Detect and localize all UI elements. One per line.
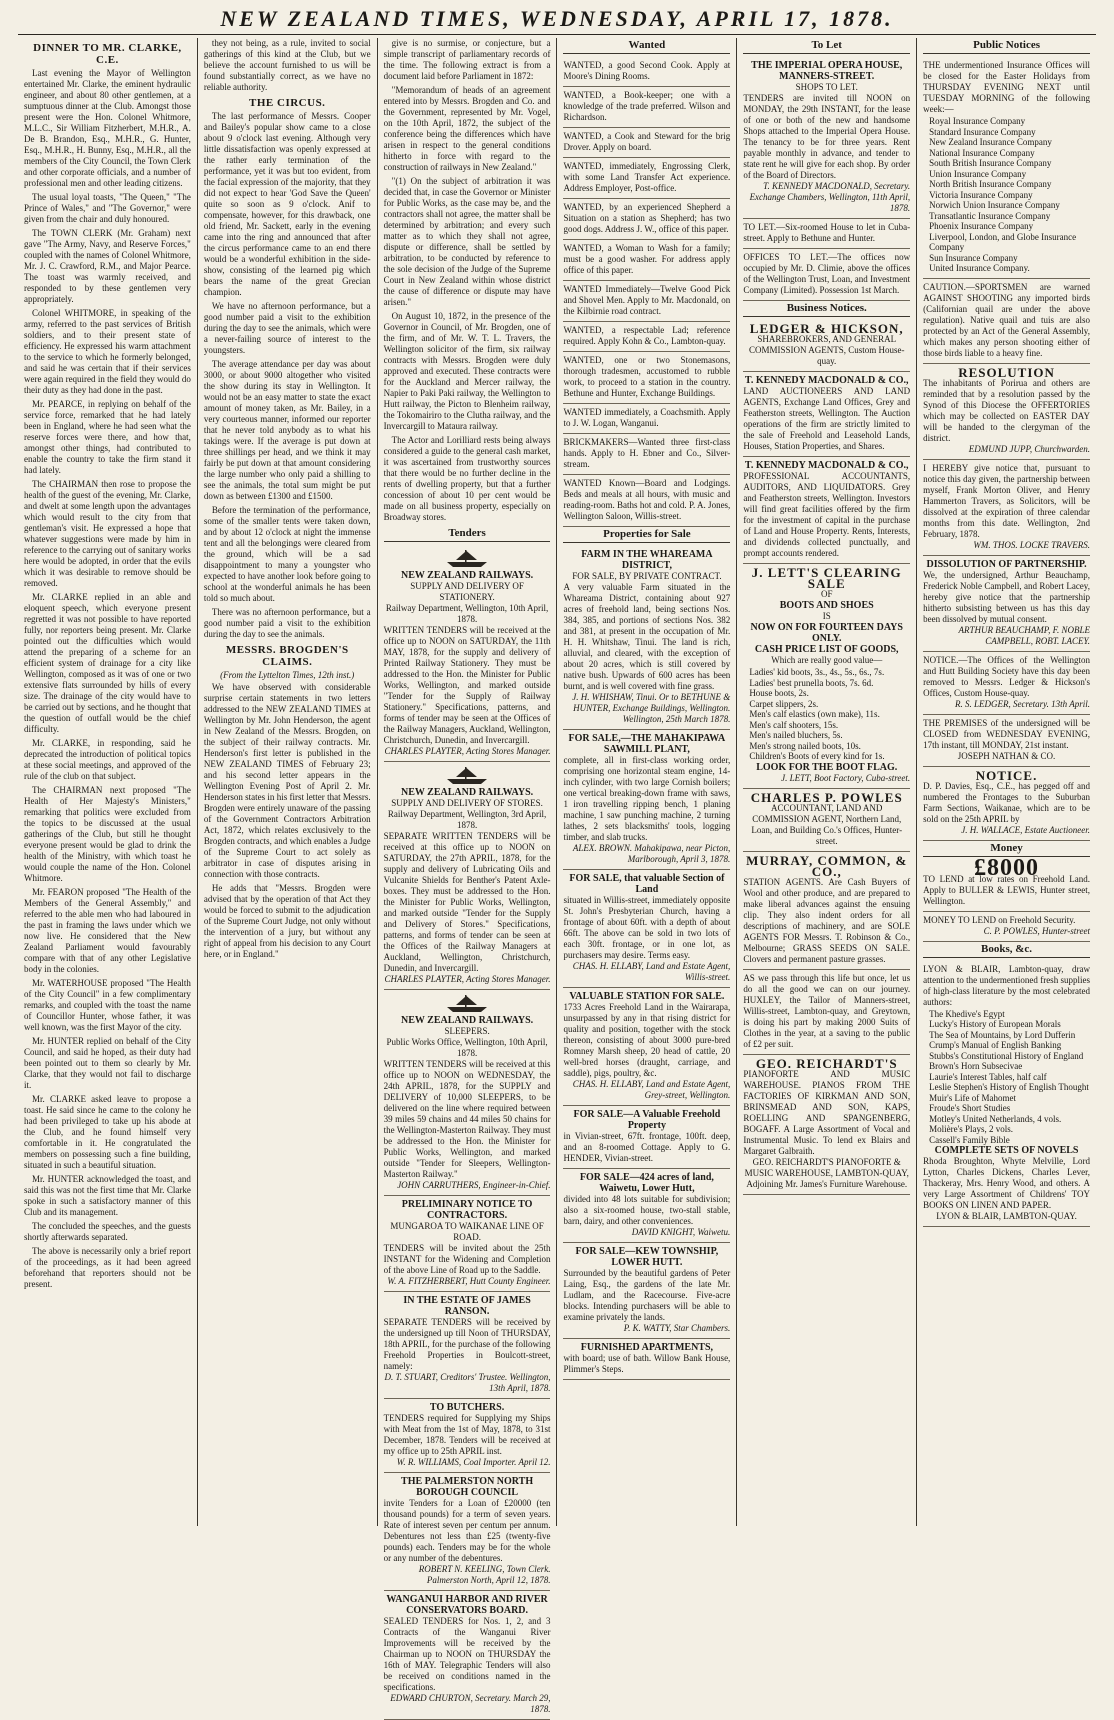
book-title: The Khedive's Egypt [929,1008,1005,1019]
ad-title: MURRAY, COMMON, & CO., [746,852,908,879]
ad-body: divided into 48 lots suitable for subdivision; also a six-roomed house, two-stall stable, barn, dairy, and other conveniences. [563,1194,731,1226]
section-head-tolet: To Let [743,38,910,54]
insurance-company: New Zealand Insurance Company [929,137,1052,147]
notice-body: THE undermentioned Insurance Offices will be closed for the Easter Holidays from THURSDAY EVENING NEXT until TUESDAY MORNING of the following week:— [923,60,1090,114]
notice-signature: EDMUND JUPP, Churchwarden. [968,443,1090,454]
ad-price-heading: CASH PRICE LIST OF GOODS, [754,644,899,655]
article-paragraph: We have no afternoon performance, but a good number paid a visit to the exhibition during the day to see the animals, which were a never-failing source of interest to the youngsters. [203,301,371,355]
wanted-ad-text: WANTED, by an experienced Shepherd a Situation on a station as Shepherd; has two good dogs. Address J. W., office of this paper. [563,202,731,234]
article-paragraph: Mr. CLARKE asked leave to propose a toast. He said since he came to the colony he had been privileged to take up his abode at the Club, and he found himself very comfortable in it. He congratulated the members on possessing such a fine building, situated in such a beautiful situation. [24,1094,191,1170]
section-head-wanted: Wanted [563,38,730,54]
tender-ranson [384,1292,551,1399]
tender-place: Railway Department, Wellington, 3rd April, 1878. [387,809,547,830]
masthead [0,0,1114,34]
insurance-company: South British Insurance Company [929,158,1052,168]
masthead-rule [18,34,1096,35]
ad-station [563,988,730,1106]
ad-money-lend [923,912,1090,942]
tender-signature: CHARLES PLAYTER, Acting Stores Manager. [384,974,551,984]
book-title: Leslie Stephen's History of English Thought [929,1082,1089,1092]
tender-body: TENDERS will be invited about the 25th INSTANT for the Widening and Completion of the above Line of Road up to the Saddle. [383,1243,551,1275]
ad-kennedy-land [743,372,910,457]
tender-subtitle: SLEEPERS. [444,1026,490,1036]
article-paragraph: Before the termination of the performance, some of the smaller tents were taken down, and by about 12 o'clock at night the immense tent and all the belongings were cleared from the ground, which will be a sad disappointment to many a youngster who expected to have another look before going to school at the wonderful animals he has been told so much about. [203,505,371,603]
notice-body: D. P. Davies, Esq., C.E., has pegged off and numbered the Frontages to the Suburban Farm Sections, Waikanae, which are to be sold on the 25th APRIL by [923,780,1090,824]
ad-signature: DAVID KNIGHT, Waiwetu. [631,1227,731,1237]
tender-butchers [384,1399,551,1473]
ad-title: VALUABLE STATION FOR SALE. [569,991,725,1002]
ad-body: situated in Willis-street, immediately opposite St. John's Presbyterian Church, having a frontage of about 60ft. with a depth of about 66ft. The above can be sold in two lots of each 30ft. frontage, or in one lot, as purchasers may desire. Terms easy. [563,895,731,960]
article-paragraph: The average attendance per day was about 3000, or about 9000 altogether who visited the show during its stay in Wellington. It would not be an easy matter to state the exact amount of money taken, as Mr. Bailey, in a very courteous manner, informed our reporter that he never told anybody as to what his takings were. If the average is put down at three shillings per head, and we think it may fairly be put down at that amount considering the large number who only paid a shilling to see the animals, the total sum might be put down as between £1300 and £1500. [203,359,371,501]
article-paragraph: Mr. CLARKE, in responding, said he deprecated the introduction of political topics at these social meetings, and approved of the rule of the club on that subject. [24,738,191,781]
ship-icon [445,765,489,785]
article-continuation: they not being, as a rule, invited to social gatherings of this kind at the Club, but we believe the account furnished to us will be found substantially correct, as we have no reliable authority. [203,38,371,92]
ship-icon [445,548,489,568]
book-title: Brown's Horn Subsecivae [929,1061,1023,1071]
wanted-ad [563,158,730,199]
insurance-company: Transatlantic Insurance Company [929,210,1051,221]
wanted-ad-text: WANTED, a Woman to Wash for a family; must be a good washer. For address apply office of this paper. [563,243,731,275]
ad-title: THE IMPERIAL OPERA HOUSE, MANNERS-STREET. [751,60,903,82]
ad-subtitle: BOOTS AND SHOES [779,600,874,611]
column-3 [377,38,557,1714]
book-title: Laurie's Interest Tables, half calf [929,1071,1047,1082]
ad-body: OFFICES TO LET.—The offices now occupied by Mr. D. Climie, above the offices of the Wellington Trust, Loan, and Investment Company (Limited). Possession 1st March. [743,252,911,295]
tender-signature: EDWARD CHURTON, Secretary. March 29, 1878. [390,1693,551,1714]
ad-price-subheading: Which are really good value— [771,655,883,665]
ad-lett-sale [743,564,910,789]
column-4 [556,38,736,1526]
ad-body: A very valuable Farm situated in the Whareama District, containing about 927 acres of freehold land, being sections Nos. 384, 385, and portions of sections Nos. 382 and 381, at present in the occupation of Mr. H. H. Whitshaw, Tinui. The land is rich, alluvial, and cleared, with the exception of about 20 acres, which is still covered by native bush. Upwards of 600 acres has been burnt, and is well covered with fine grass. [563,582,731,691]
article-paragraph: The TOWN CLERK (Mr. Graham) next gave "The Army, Navy, and Reserve Forces," coupled with the names of Colonel Whitmore, Mr. J. C. Crawford, R.M., and Major Pearce. The toast was warmly received, and responded to by these gentlemen very appropriately. [24,228,191,304]
notice-body: I HEREBY give notice that, pursuant to notice this day given, the partnership between myself, Frank Morton Oliver, and Henry Hammerton Travers, as Solicitors, will be dissolved at the expiration of three calendar months from this date. Wellington, 2nd February, 1878. [923,462,1090,539]
ad-body: PROFESSIONAL ACCOUNTANTS, AUDITORS, AND LIQUIDATORS. Grey and Featherston streets, Wellington. Investors will find great facilities offered by the firm for the investment of capital in the purchase of Land and House Property. Rents, Interests, and dividends collected punctually, and prompt accounts rendered. [743,471,911,558]
article-paragraph: Mr. HUNTER acknowledged the toast, and said this was not the first time that Mr. Clarke spoke in such a satisfactory manner of this Club and its management. [24,1174,191,1217]
article-body-dinner [24,68,191,1290]
ad-signature: J. H. WHISHAW, Tinui. Or to BETHUNE & HUNTER, Exchange Buildings, Wellington. Wellington, 25th March 1878. [572,692,731,724]
article-paragraph: Mr. WATERHOUSE proposed "The Health of the City Council" in a few complimentary remarks, and coupled with the toast the name of Councillor Hunter, whose father, it was well known, was the first Mayor of the city. [24,978,191,1032]
article-paragraph: The CHAIRMAN then rose to propose the health of the guest of the evening, Mr. Clarke, and dwelt at some length upon the advantages which would result to the city from that gentleman's visit. He expressed a hope that whatever suggestions were made by him in reference to the carrying out of sanitary works here would be adopted, in order that the evils which it was desirable to remove should be removed. [24,479,191,588]
wanted-ad [563,281,730,322]
book-title: Muir's Life of Mahomet [929,1092,1016,1103]
ad-body: ACCOUNTANT, LAND AND COMMISSION AGENT, Northern Land, Loan, and Building Co.'s Offices, Hunter-street. [751,802,903,846]
article-paragraph: We have observed with considerable surprise certain statements in two letters addressed to the NEW ZEALAND TIMES at Wellington by Mr. John Henderson, the agent in New Zealand of the Messrs. Brogden, on the subject of their railway contracts. Mr. Henderson's first letter is published in the NEW ZEALAND TIMES of February 23; and his second letter appears in the Wellington Evening Post of April 2. Mr. Henderson states in his first letter that Messrs. Brogden were entirely unaware of the passing of the Government Contractors Arbitration Act, 1872, which relates exclusively to the Brogden contracts, and which enables a Judge of the Supreme Court to act solely as arbitrator in case of disputes arising in connection with those contracts. [203,682,371,879]
book-title: Froude's Short Studies [929,1103,1011,1113]
article-title-brogden: MESSRS. BROGDEN'S CLAIMS. [225,644,349,668]
price-list [749,667,910,762]
wanted-ads-list [563,57,730,527]
notice-title: NOTICE. [975,767,1038,783]
wanted-ad-text: WANTED, immediately, Engrossing Clerk, with some Land Transfer Act experience. Address Employer, Post-office. [563,161,731,193]
section-head-money: Money [923,841,1090,857]
section-head-business: Business Notices. [743,301,910,317]
ad-title: FOR SALE,—THE MAHAKIPAWA SAWMILL PLANT, [568,733,726,755]
article-paragraph: On August 10, 1872, in the presence of the Governor in Council, of Mr. Brogden, one of the firm, and of Mr. W. T. L. Travers, the Wellington solicitor of the firm, six railway contracts with Messrs. Brogden were duly approved and executed. These contracts were for the Auckland and Mercer railway, the Napier to Paki Paki railway, the Wellington to Hutt railway, the Picton to Blenheim railway, the Tokomairiro to the Clutha railway, and the Invercargill to Mataura railway. [383,311,551,431]
notice-premises-closed [923,715,1090,767]
ad-powles [743,789,910,852]
wanted-ad [563,240,730,281]
ad-signature: C. P. POWLES, Hunter-street [983,925,1090,936]
column-5 [736,38,916,1526]
ad-slogan: LOOK FOR THE BOOT FLAG. [756,761,898,773]
article-paragraph: The CHAIRMAN next proposed "The Health of Her Majesty's Ministers," remarking that politics were excluded from the topics to be discussed at the usual gatherings of the Club, but still he thought everyone present would be glad to drink the health of the Ministry, with which toast he would couple the name of the Hon. Colonel Whitmore. [24,785,191,883]
tender-title: WANGANUI HARBOR AND RIVER CONSERVATORS BOARD. [386,1594,548,1616]
ad-reichardt [743,1055,910,1195]
price-list-item: Men's nailed bluchers, 5s. [749,730,843,740]
article-paragraph: There was no afternoon performance, but a good number paid a visit to the exhibition during the day to see the animals. [203,607,371,639]
insurance-list [929,116,1090,274]
article-paragraph: Mr. CLARKE replied in an able and eloquent speech, which everyone present regretted it was not possible to have reported fully, nor reporters being present. Mr. Clarke pointed out the difficulties which would attend the preparing of a scheme for an efficient system of drainage for a city like Wellington, composed as it was of one or two extensive flats surrounded by hills of every size. The drainage of the city would have to be carried out by sections, and he thought that the question of outfall would be the chief difficulty. [24,592,191,734]
notice-body: THE PREMISES of the undersigned will be CLOSED from WEDNESDAY EVENING, 17th instant, till MONDAY, 21st instant. [923,717,1090,750]
price-list-item: Men's calf elastics (own make), 11s. [749,709,880,719]
tender-signature: W. A. FITZHERBERT, Hutt County Engineer. [387,1276,551,1286]
insurance-company: Standard Insurance Company [929,126,1036,137]
ad-title: FOR SALE, that valuable Section of Land [569,873,725,895]
ad-opera-house [743,57,910,219]
column-2 [197,38,377,1526]
ad-sawmill [563,730,730,870]
section-head-public-notices: Public Notices [923,38,1090,54]
tender-body: invite Tenders for a Loan of £20000 (ten thousand pounds) for a term of seven years. Rate of interest seven per centum per annum. Debentures not less than £25 (twenty-five pounds) each. Tenders may be for the whole or any number of the debentures. [383,1498,551,1563]
ad-body: STATION AGENTS. Are Cash Buyers of Wool and other produce, and are prepared to make liberal advances against the ensuing clip. They also indent orders for all descriptions of machinery, and are SOLE AGENTS FOR Messrs. T. Robinson & Co., Melbourne; GRASS SEEDS ON SALE. Clovers and permanent pasture grasses. [743,876,911,964]
tender-palmerston [384,1473,551,1591]
ad-kew [563,1243,730,1339]
ad-body: TENDERS are invited till NOON on MONDAY, the 29th INSTANT, for the lease of one or both of the new and handsome Shops attached to the Imperial Opera House. The tenancy to be for three years. Rent payable monthly in advance, and tender to state rent he will give for each shop. By order of the Board of Directors. [743,93,911,180]
section-head-tenders: Tenders [384,526,551,542]
tender-title: PRELIMINARY NOTICE TO CONTRACTORS. [401,1199,533,1221]
ad-body: LAND AUCTIONEERS AND LAND AGENTS, Exchange Land Offices, Grey and Featherston streets, Wellington. The Auction operations of the firm are strictly limited to the sale of Freehold and Leasehold Lands, Houses, Station Properties, and Shares. [743,386,911,451]
ad-body: Rhoda Broughton, Whyte Melville, Lord Lytton, Charles Dickens, Charles Lever, Thackeray, Mrs. Henry Wood, and others. A very Large Assortment of Childrens' TOY BOOKS ON LINEN AND PAPER. [923,1156,1090,1210]
article-source-brogden: (From the Lyttelton Times, 12th inst.) [220,670,355,680]
ad-signature: LYON & BLAIR, LAMBTON-QUAY. [936,1211,1077,1221]
ad-ledger-hickson [743,320,910,372]
book-title: The Sea of Mountains, by Lord Dufferin [929,1029,1076,1040]
insurance-company: North British Insurance Company [929,179,1052,189]
ad-body: in Vivian-street, 67ft. frontage, 100ft. deep, and an 8-roomed Cottage. Apply to G. HENDER, Vivian-street. [563,1131,731,1163]
ad-title: FOR SALE—KEW TOWNSHIP, LOWER HUTT. [575,1246,719,1268]
tender-title: NEW ZEALAND RAILWAYS. [400,570,534,581]
ad-signature: GEO. REICHARDT'S PIANOFORTE & MUSIC WAREHOUSE, LAMBTON-QUAY, Adjoining Mr. James's Furniture Warehouse. [744,1156,909,1189]
ad-title: GEO. REICHARDT'S [755,1055,898,1071]
tender-wanganui [384,1591,551,1720]
book-title: Cassell's Family Bible [929,1134,1010,1145]
wanted-ad-text: BRICKMAKERS—Wanted three first-class hands. Apply to H. Ebner and Co., Silver-stream. [563,437,731,469]
ad-body: PIANOFORTE AND MUSIC WAREHOUSE. PIANOS FROM THE FACTORIES OF KIRKMAN AND SON, BRINSMEAD AND SON, KAPS, ROELLING AND SPANGENBERG, BOGAFF. A Large Assortment of Vocal and Instrumental Music. To lend ex Blairs and Margaret Galbraith. [743,1068,911,1156]
price-list-item: Ladies' best prunella boots, 7s. 6d. [749,677,874,688]
page-columns [18,38,1096,1714]
notice-body: NOTICE.—The Offices of the Wellington and Hutt Building Society have this day been removed to Messrs. Ledger & Hickson's Offices, Custom House-quay. [923,654,1090,698]
ad-lyon-blair [923,961,1090,1228]
book-title: Crump's Manual of English Banking [929,1040,1062,1050]
ad-signature: CHAS. H. ELLABY, Land and Estate Agent, Willis-street. [572,961,731,982]
wanted-ad [563,404,730,434]
tender-title: NEW ZEALAND RAILWAYS. [400,787,534,798]
wanted-ad [563,87,730,128]
ad-body: MONEY TO LEND on Freehold Security. [923,914,1076,925]
ad-title: T. KENNEDY MACDONALD & CO., [744,460,909,471]
price-list-item: Children's Boots of every kind for 1s. [749,751,885,761]
ad-signature: J. LETT, Boot Factory, Cuba-street. [781,772,911,783]
notice-waikanae [923,767,1090,841]
tender-body: SEALED TENDERS for Nos. 1, 2, and 3 Contracts of the Wanganui River Improvements will be received by the Chairman up to NOON on THURSDAY the 16th of MAY. Telegraphic Tenders will also be received on conditions named in the specifications. [383,1616,551,1692]
insurance-company: Liverpool, London, and Globe Insurance Company [929,231,1077,252]
money-amount: £8000 [974,854,1040,881]
tender-mungaroa [384,1196,551,1292]
notice-body: CAUTION.—SPORTSMEN are warned AGAINST SHOOTING any imported birds (Californian quail are under the above regulation). Native quail and tuis are also protected by an Act of the General Assembly, which makes any person shooting either of those birds liable to a heavy fine. [923,281,1090,358]
wanted-ad [563,128,730,158]
wanted-ad-text: WANTED, a respectable Lad; reference required. Apply Kohn & Co., Lambton-quay. [563,325,731,346]
book-title: Lucky's History of European Morals [929,1019,1061,1029]
tender-signature: JOHN CARRUTHERS, Engineer-in-Chief. [397,1180,551,1190]
ad-title: CHARLES P. POWLES [750,789,903,805]
article-paragraph: "Memorandum of heads of an agreement entered into by Messrs. Brogden and Co. and the Government, represented by Mr. Vogel, on the 10th April, 1872, the subject of the conference being the differences which have arisen in respect to the general conditions hitherto in force with regard to the construction of railways in New Zealand." [383,85,551,172]
tender-place: Railway Department, Wellington, 10th April, 1878. [385,603,549,624]
section-head-books: Books, &c. [923,942,1090,958]
ad-body: 1733 Acres Freehold Land in the Wairarapa, unsurpassed by any in that rising district for quality and position, together with the stock thereon, consisting of about 3000 pure-bred Romney Marsh sheep, 20 head of cattle, 20 well-bred horses (draught, carriage, and saddle), pigs, poultry, &c. [563,1002,731,1078]
ad-body: SHAREBROKERS, AND GENERAL COMMISSION AGENTS, Custom House-quay. [748,334,905,366]
notice-signature: R. S. LEDGER, Secretary. 13th April. [954,698,1090,709]
article-title-circus: THE CIRCUS. [249,97,326,109]
insurance-company: United Insurance Company. [929,263,1030,273]
ad-signature: CHAS. H. ELLABY, Land and Estate Agent, Grey-street, Wellington. [572,1079,731,1100]
ship-icon [445,993,489,1013]
column-1 [18,38,197,1526]
notice-insurance [923,57,1090,279]
notice-building-society [923,652,1090,715]
wanted-ad-text: WANTED, one or two Stonemasons, thorough tradesmen, accustomed to rubble work, to proceed to a station in the country. Bethune and Hunter, Exchange Buildings. [563,355,731,398]
ad-body: complete, all in first-class working order, comprising one horizontal steam engine, 14-inch cylinder, with two large Cornish boilers; one vertical breaking-down frame with saws, 1 iron travelling ripping bench, 1 planing machine, 1 saw punching machine, 2 turning lathes, 2 sets blacksmiths' tools, logging timber, and slab trucks. [563,755,731,842]
ad-body: TO LET.—Six-roomed House to let in Cuba-street. Apply to Bethune and Hunter. [743,222,911,243]
ad-subtitle: NOW ON FOR FOURTEEN DAYS ONLY. [750,622,903,644]
ad-money-8000 [923,854,1090,912]
insurance-company: Royal Insurance Company [929,116,1026,126]
notice-body: The inhabitants of Porirua and others are reminded that by a resolution passed by the Synod of this Diocese the OFFERTORIES which may be collected on EASTER DAY will be handed to the clergyman of the district. [923,377,1090,443]
tender-body: WRITTEN TENDERS will be received at this office up to NOON on WEDNESDAY, the 24th APRIL, 1878, for the SUPPLY and DELIVERY of 10,000 SLEEPERS, to be delivered on the line where required between 39 miles 59 chains and 44 miles 50 chains for the Wellington-Masterton Railway. They must be addressed to the Hon. the Minister for Public Works, Wellington, and marked outside "Tender for Sleepers, Wellington-Masterton Railway." [383,1059,551,1179]
notice-caution [923,279,1090,364]
ad-signature: T. KENNEDY MACDONALD, Secretary. Exchange Chambers, Wellington, 11th April, 1878. [749,181,911,213]
ad-tolet-house [743,219,910,249]
ad-apartments [563,1339,730,1380]
notice-dissolution-2 [923,556,1090,652]
wanted-ad-text: WANTED, a Cook and Steward for the brig Drover. Apply on board. [563,131,731,152]
ad-signature: ALEX. BROWN. Mahakipawa, near Picton, Marlborough, April 3, 1878. [572,843,731,864]
article-paragraph: Last evening the Mayor of Wellington entertained Mr. Clarke, the eminent hydraulic engineer, and about 80 other gentlemen, at a sumptuous dinner at the Club. Amongst those present were the Hon. Colonel Whitmore, M.L.C., Sir William Fitzherbert, M.H.R., A. De B. Brandon, Esq., M.H.R., G. Hunter, Esq., M.H.R., H. Bunny, Esq., M.H.R., all the members of the City Council, the Town Clerk and other corporate officials, and a number of professional men and other leading citizens. [24,68,191,188]
ad-signature: P. K. WATTY, Star Chambers. [623,1323,731,1333]
tender-subtitle: SUPPLY AND DELIVERY OF STORES. [391,798,543,808]
notice-signature: ARTHUR BEAUCHAMP, F. NOBLE CAMPBELL, ROBT. LACEY. [958,624,1090,646]
tender-body: TENDERS required for Supplying my Ships with Meat from the 1st of May, 1878, to 31st December, 1878. Tenders will be received at my office up to 25th APRIL inst. [383,1413,551,1456]
ad-subtitle: FOR SALE, BY PRIVATE CONTRACT. [572,571,722,581]
wanted-ad-text: WANTED, a good Second Cook. Apply at Moore's Dining Rooms. [563,60,731,81]
wanted-ad [563,322,730,352]
ad-body: Surrounded by the beautiful gardens of Peter Laing, Esq., the gardens of the late Mr. Ludlam, and the Racecourse. Five-acre blocks. Intending purchasers will be able to examine privately the lands. [563,1268,731,1322]
article-paragraph: The usual loyal toasts, "The Queen," "The Prince of Wales," and "The Governor," were given from the chair and duly honoured. [24,192,191,224]
notice-title: DISSOLUTION OF PARTNERSHIP. [926,558,1087,570]
wanted-ad [563,434,730,475]
ad-subtitle: COMPLETE SETS OF NOVELS [934,1145,1079,1156]
wanted-ad-text: WANTED immediately, a Coachsmith. Apply to J. W. Logan, Wanganui. [563,407,731,428]
tender-body: WRITTEN TENDERS will be received at the office up to NOON on SATURDAY, the 11th MAY, 1878, for the supply and delivery of Printed Railway Stationery. They must be addressed to the Hon. the Minister for Public Works, Wellington, and marked outside "Tender for the Supply of Railway Stationery." Specifications, patterns, and forms of tender may be seen at the Offices of the Railway Managers, Auckland, Wellington, Christchurch, Dunedin, and Invercargill. [383,625,551,745]
ad-title: FARM IN THE WHAREAMA DISTRICT, [581,549,713,571]
insurance-company: National Insurance Company [929,147,1035,158]
article-title-dinner: DINNER TO MR. CLARKE, C.E. [33,42,182,66]
insurance-company: Norwich Union Insurance Company [929,200,1060,210]
ad-body: with board; use of bath. Willow Bank House, Plimmer's Steps. [563,1353,731,1374]
article-paragraph: "(1) On the subject of arbitration it was decided that, in case the Governor or Minister for Public Works, as the case may be, and the contractors shall not agree, the matter shall be determined by arbitration; and every such matter as to which they shall not agree, dispute or difference, shall be settled by arbitration, to be conducted by reference to the sole decision of the Judge of the Supreme Court in New Zealand within whose district the cause of difference or dispute may have arisen." [383,176,551,307]
price-list-item: Men's strong nailed boots, 10s. [749,740,861,751]
price-list-item: Men's calf shooters, 15s. [749,719,839,730]
ad-kennedy-accountants [743,457,910,564]
wanted-ad [563,199,730,240]
article-paragraph: Colonel WHITMORE, in speaking of the army, referred to the past services of British soldiers, and to their present state of efficiency. He expressed his warm attachment to the service to which he formerly belonged, and said he was certain that if their services were again required in the field they would do their duty as they had done in the past. [24,308,191,395]
notice-signature: J. H. WALLACE, Estate Auctioneer. [961,824,1090,835]
article-body-brogden [204,682,371,960]
ad-body: AS we pass through this life but once, let us do all the good we can on our journey. HUXLEY, the Tailor of Manners-street, Willis-street, Lambton-quay, and Greytown, is doing his part by making 2000 Suits of Clothes in the year, at a saving to the public of £2 per suit. [743,972,911,1049]
ad-huxley [743,970,910,1055]
ad-farm [563,546,730,730]
tender-sleepers [384,990,551,1196]
tender-title: NEW ZEALAND RAILWAYS. [400,1015,534,1026]
article-paragraph: Mr. FEARON proposed "The Health of the Members of the General Assembly," and referred to the able men who had laboured in the past in framing the laws under which we now live. He considered that the New Zealand Parliament would favourably compare with that of any other Legislative body in the colonies. [24,887,191,974]
wanted-ad-text: WANTED Known—Board and Lodgings. Beds and meals at all hours, with music and reading-room. Baths hot and cold. P. A. Jones, Wellington Saloon, Willis-street. [563,478,731,521]
insurance-company: Union Insurance Company [929,168,1027,179]
books-list [929,1009,1090,1146]
tender-subtitle: SUPPLY AND DELIVERY OF STATIONERY. [410,581,524,602]
tender-stationery [384,545,551,762]
insurance-company: Sun Insurance Company [929,252,1018,263]
column-6 [916,38,1096,1526]
book-title: Motley's United Netherlands, 4 vols. [929,1113,1062,1124]
notice-resolution [923,364,1090,460]
ad-title: T. KENNEDY MACDONALD & CO., [744,375,909,386]
tender-subtitle: MUNGAROA TO WAIKANAE LINE OF ROAD. [390,1221,544,1242]
tender-place: Public Works Office, Wellington, 10th April, 1878. [386,1037,548,1058]
article-paragraph: Mr. HUNTER replied on behalf of the City Council, and said he hoped, as their duty had been pointed out to them so clearly by Mr. Clarke, that they would not fail to discharge it. [24,1036,191,1090]
ad-section [563,870,730,988]
ad-title: LEDGER & HICKSON, [749,321,904,336]
tender-title: IN THE ESTATE OF JAMES RANSON. [403,1295,531,1317]
notice-title: RESOLUTION [958,364,1055,380]
book-title: Stubbs's Constitutional History of England [929,1050,1084,1061]
ad-murray-common [743,852,910,970]
article-paragraph: give is no surmise, or conjecture, but a simple transcript of parliamentary records of the time. The following extract is from a document laid before Parliament in 1872: [383,38,551,81]
insurance-company: Victoria Insurance Company [929,189,1033,200]
ad-offices [743,249,910,301]
section-head-properties: Properties for Sale [563,527,730,543]
article-paragraph: The concluded the speeches, and the guests shortly afterwards separated. [24,1221,191,1242]
ad-subtitle: SHOPS TO LET. [795,82,858,92]
wanted-ad-text: WANTED, a Book-keeper; one with a knowledge of the trade preferred. Wilson and Richardson. [563,90,731,122]
newspaper-title: NEW ZEALAND TIMES, WEDNESDAY, APRIL 17, 1878. [220,6,894,31]
book-title: Molière's Plays, 2 vols. [929,1124,1014,1134]
tender-signature: W. R. WILLIAMS, Coal Importer. April 12. [396,1457,551,1467]
ad-title: FOR SALE—A Valuable Freehold Property [573,1109,721,1131]
ad-subtitle: OF [820,589,833,599]
notice-dissolution-1 [923,460,1090,556]
article-body-brogden-cont [384,38,551,523]
article-body-circus [204,111,371,640]
notice-signature: WM. THOS. LOCKE TRAVERS. [973,539,1090,550]
ad-freehold [563,1106,730,1169]
article-paragraph: The last performance of Messrs. Cooper and Bailey's popular show came to a close about 9 o'clock last evening. Although very little dissatisfaction was openly expressed at the rather early termination of the performance, yet it was but too evident, from the facial expression of the majority, that they did not expect to hear 'God Save the Queen' quite so soon as 9 o'clock. Anif to compensate, however, for this drawback, one old friend, Mr. Sackett, early in the evening came into the ring and announced that after the circus performance came to an end there would be a wonderful exhibition in the side-show, consisting of the learned pig which bears the name of the great Grecian champion. [203,111,371,297]
article-paragraph: The above is necessarily only a brief report of the proceedings, as it had been agreed beforehand that reporters should not be present. [24,1246,191,1289]
ad-body: LYON & BLAIR, Lambton-quay, draw attention to the undermentioned fresh supplies of high-class literature by the most celebrated authors: [923,963,1090,1007]
price-list-item: Carpet slippers, 2s. [749,698,819,709]
notice-body: We, the undersigned, Arthur Beauchamp, Frederick Noble Campbell, and Robert Lacey, hereby give notice that the partnership hitherto subsisting between us has this day been dissolved by mutual consent. [923,569,1090,624]
ad-body: TO LEND at low rates on Freehold Land. Apply to BULLER & LEWIS, Hunter street, Wellington. [923,873,1090,906]
price-list-item: House boots, 2s. [749,688,809,698]
tender-body: SEPARATE WRITTEN TENDERS will be received at this office up to NOON on SATURDAY, the 27th APRIL, 1878, for the supply and delivery of Lubricating Oils and Vulcanite Shields for Benther's Patent Axle-boxes. They must be addressed to the Hon. the Minister for Public Works, Wellington, and marked outside "Tender for the Supply and Delivery of Stores." Specifications, patterns, and forms of tender can be seen at the Offices of the Railway Managers at Auckland, Wellington, Christchurch, Dunedin, and Invercargill. [383,831,551,973]
article-paragraph: The Actor and Lorilliard rests being always considered a guide to the general cash market, it was ascertained from trustworthy sources that there would be no further decline in the rents of dwelling property, but that a further concession of about 10 per cent would be made on all business property, especially on Broadway stores. [383,435,551,522]
wanted-ad [563,57,730,87]
tender-signature: ROBERT N. KEELING, Town Clerk. Palmerston North, April 12, 1878. [418,1564,551,1585]
article-paragraph: He adds that "Messrs. Brogden were advised that by the operation of that Act they would be forced to submit to the adjudication of the Supreme Court Judge, not only without the intervention of a jury, but without any right of appeal from his decision to any Court here, or in England." [203,883,371,959]
insurance-company: Phoenix Insurance Company [929,221,1034,231]
tender-signature: CHARLES PLAYTER, Acting Stores Manager. [384,746,551,756]
tender-title: THE PALMERSTON NORTH BOROUGH COUNCIL [401,1476,534,1498]
ad-title: J. LETT'S CLEARING SALE [751,565,902,591]
notice-signature: JOSEPH NATHAN & CO. [957,750,1056,761]
price-list-item: Ladies' kid boots, 3s., 4s., 5s., 6s., 7s. [749,667,885,677]
wanted-ad-text: WANTED Immediately—Twelve Good Pick and Shovel Men. Apply to Mr. Macdonald, on the Kilbirnie road contract. [563,284,731,316]
article-paragraph: Mr. PEARCE, in replying on behalf of the service force, remarked that he had lately been in England, where he had seen what the reserve forces were there, and how that, amongst other things, had contributed to enable the country to take the firm stand it had lately. [24,399,191,475]
ad-waiwetu [563,1169,730,1243]
wanted-ad [563,475,730,527]
tender-body: SEPARATE TENDERS will be received by the undersigned up till Noon of THURSDAY, 18th APRIL, for the purchase of the following Freehold Properties in Boulcott-street, namely: [383,1317,551,1371]
wanted-ad [563,352,730,404]
ad-title: FOR SALE—424 acres of land, Waiwetu, Lower Hutt, [579,1172,714,1194]
tender-stores [384,762,551,990]
ad-title: FURNISHED APARTMENTS, [580,1342,714,1353]
tender-title: TO BUTCHERS. [429,1402,505,1413]
tender-signature: D. T. STUART, Creditors' Trustee. Wellington, 13th April, 1878. [384,1372,551,1393]
ad-subtitle: IS [822,611,831,621]
